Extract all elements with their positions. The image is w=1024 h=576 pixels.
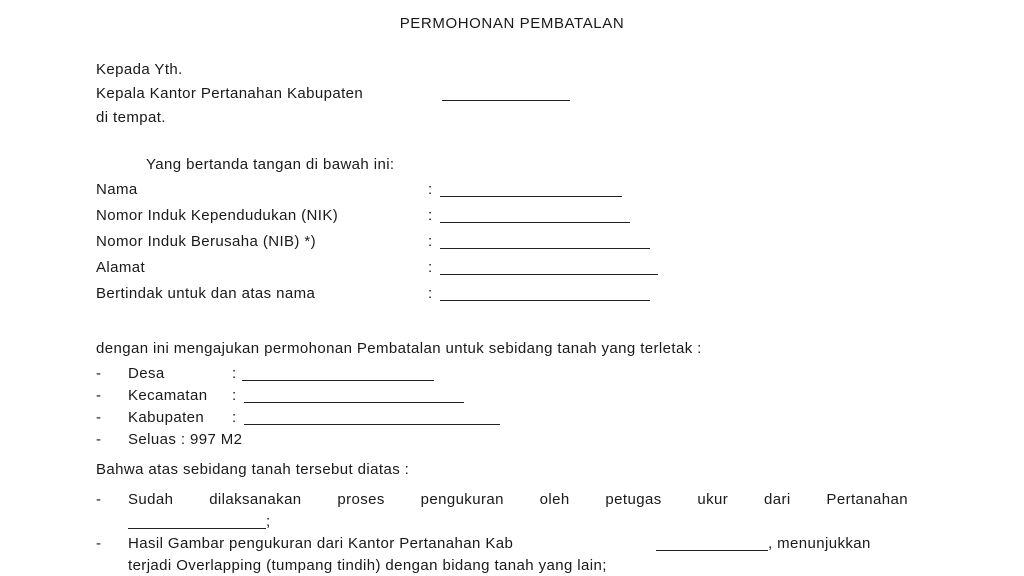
field-blank-nib [440, 248, 650, 249]
intro-text: Yang bertanda tangan di bawah ini: [146, 156, 395, 173]
statement-text: Bahwa atas sebidang tanah tersebut diatas : [96, 461, 410, 478]
field-colon: : [428, 207, 433, 224]
point-1-blank [128, 528, 266, 529]
location-colon: : [232, 409, 237, 426]
document-title: PERMOHONAN PEMBATALAN [399, 15, 625, 32]
field-label-atas-nama: Bertindak untuk dan atas nama [96, 285, 316, 302]
field-label-nik: Nomor Induk Kependudukan (NIK) [96, 207, 339, 224]
location-colon: : [232, 387, 237, 404]
field-label-nib: Nomor Induk Berusaha (NIB) *) [96, 233, 317, 250]
field-blank-nik [440, 222, 630, 223]
list-bullet: - [96, 409, 102, 426]
field-blank-atas-nama [440, 300, 650, 301]
salutation-line-2: Kepala Kantor Pertanahan Kabupaten [96, 85, 364, 102]
field-colon: : [428, 233, 433, 250]
field-blank-nama [440, 196, 622, 197]
location-label-kabupaten: Kabupaten [128, 409, 205, 426]
field-colon: : [428, 285, 433, 302]
location-blank-desa [242, 380, 434, 381]
location-seluas: Seluas : 997 M2 [128, 431, 243, 448]
salutation-line-1: Kepada Yth. [96, 61, 183, 78]
field-label-nama: Nama [96, 181, 138, 198]
point-2-line-1b: , menunjukkan [768, 535, 871, 552]
location-blank-kabupaten [244, 424, 500, 425]
kabupaten-blank [442, 100, 570, 101]
point-1-suffix: ; [266, 513, 271, 530]
location-label-kecamatan: Kecamatan [128, 387, 208, 404]
salutation-line-3: di tempat. [96, 109, 166, 126]
field-label-alamat: Alamat [96, 259, 146, 276]
list-bullet: - [96, 387, 102, 404]
location-colon: : [232, 365, 237, 382]
point-1-line-1: Sudah dilaksanakan proses pengukuran oleh petugas ukur dari Pertanahan [128, 491, 908, 508]
field-colon: : [428, 181, 433, 198]
request-text: dengan ini mengajukan permohonan Pembatalan untuk sebidang tanah yang terletak : [96, 340, 702, 357]
location-label-desa: Desa [128, 365, 165, 382]
list-bullet: - [96, 365, 102, 382]
point-2-line-2: terjadi Overlapping (tumpang tindih) dengan bidang tanah yang lain; [128, 557, 607, 574]
point-2-line-1a: Hasil Gambar pengukuran dari Kantor Pertanahan Kab [128, 535, 514, 552]
field-colon: : [428, 259, 433, 276]
list-bullet: - [96, 431, 102, 448]
field-blank-alamat [440, 274, 658, 275]
list-bullet: - [96, 491, 102, 508]
point-2-blank [656, 550, 768, 551]
list-bullet: - [96, 535, 102, 552]
location-blank-kecamatan [244, 402, 464, 403]
